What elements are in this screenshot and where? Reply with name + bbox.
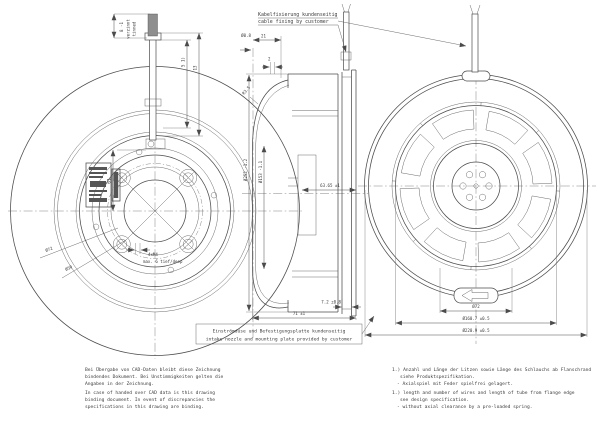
rear-cable xyxy=(470,5,480,72)
svg-text:Ø0.8: Ø0.8 xyxy=(241,33,251,38)
svg-text:specifications in this drawing: specifications in this drawing are binding. xyxy=(85,405,204,410)
intake-callout xyxy=(196,316,374,344)
thread-note xyxy=(126,243,183,264)
lead-wire xyxy=(145,14,165,149)
svg-text:7.2 ±0.8: 7.2 ±0.8 xyxy=(321,299,341,305)
svg-text:Ø72: Ø72 xyxy=(472,304,480,309)
cable-entry-slot xyxy=(462,71,490,81)
svg-text:bindendes Dokument. Bei Unstim: bindendes Dokument. Bei Unstimmigkeiten gelten die xyxy=(85,375,224,380)
hub-diameters xyxy=(40,228,126,278)
svg-text:1.) Anzahl und Länge der Litze: 1.) Anzahl und Länge der Litzen sowie Länge des Schlauchs ab Flanschrand xyxy=(392,368,592,373)
svg-text:Ø252 -1.2: Ø252 -1.2 xyxy=(243,158,248,182)
svg-text:tinned: tinned xyxy=(131,21,137,37)
svg-text:R3.5: R3.5 xyxy=(240,84,252,96)
section-view xyxy=(196,4,374,344)
svg-text:Bei Übergabe von CAD-Daten ble: Bei Übergabe von CAD-Daten bleibt diese Zeichnung xyxy=(85,368,221,373)
svg-text:siehe Produktspezifikation.: siehe Produktspezifikation. xyxy=(400,375,475,380)
svg-text:Einströmdüse und Befestigungsp: Einströmdüse und Befestigungsplatte kundenseitig xyxy=(212,329,346,335)
svg-text:71 ±1: 71 ±1 xyxy=(292,311,306,316)
svg-text:4xM4: 4xM4 xyxy=(148,252,158,257)
cable-fixing-callout xyxy=(258,12,466,52)
svg-text:- Axialspiel mit Feder spielfr: - Axialspiel mit Feder spielfrei gelagert. xyxy=(397,382,514,387)
dim-wire-lengths xyxy=(158,33,203,136)
svg-text:Ø72: Ø72 xyxy=(44,245,54,253)
svg-text:- without axial clearance by a: - without axial clearance by a pre-loaded spring. xyxy=(397,405,533,410)
section-cable xyxy=(341,4,351,70)
svg-text:intake nozzle and mounting pla: intake nozzle and mounting plate provided by customer xyxy=(205,337,353,343)
svg-text:Ø153 -1.1: Ø153 -1.1 xyxy=(258,160,263,184)
svg-text:max. 6 tief/deep: max. 6 tief/deep xyxy=(143,259,183,264)
svg-text:21: 21 xyxy=(261,33,266,39)
svg-text:1.) length and number of wires: 1.) length and number of wires and length of tube from flange edge xyxy=(392,391,575,396)
dim-tinned xyxy=(114,14,150,39)
svg-text:5 1): 5 1) xyxy=(180,57,186,67)
svg-text:Ø220.9 ±0.5: Ø220.9 ±0.5 xyxy=(462,328,490,333)
rear-view xyxy=(358,5,596,344)
nameplate xyxy=(86,163,120,207)
svg-text:61: 61 xyxy=(107,178,113,184)
notes-binding-document xyxy=(85,366,224,410)
svg-text:63.65 ±1: 63.65 ±1 xyxy=(320,183,340,188)
svg-text:Angaben in der Zeichnung.: Angaben in der Zeichnung. xyxy=(85,382,155,387)
svg-text:2: 2 xyxy=(268,56,271,62)
svg-text:see design specification.: see design specification. xyxy=(400,398,470,403)
bottom-slot xyxy=(454,288,498,303)
svg-text:Kabelfixierung kundenseitig: Kabelfixierung kundenseitig xyxy=(258,12,338,18)
notes-footnotes xyxy=(392,367,591,410)
svg-text:verzinnt: verzinnt xyxy=(125,19,131,39)
svg-text:8 -1: 8 -1 xyxy=(119,22,124,32)
svg-text:binding document. In event of: binding document. In event of discrepancies the xyxy=(85,398,215,403)
svg-text:In case of handed over CAD dat: In case of handed over CAD data is this drawing xyxy=(85,391,215,396)
front-view xyxy=(8,14,303,359)
svg-text:cable fixing by customer: cable fixing by customer xyxy=(258,19,329,25)
svg-text:Ø50: Ø50 xyxy=(64,264,74,272)
svg-text:13: 13 xyxy=(192,65,198,71)
tinned-wire-end xyxy=(148,14,158,36)
svg-text:Ø160.7 ±0.5: Ø160.7 ±0.5 xyxy=(462,316,490,321)
